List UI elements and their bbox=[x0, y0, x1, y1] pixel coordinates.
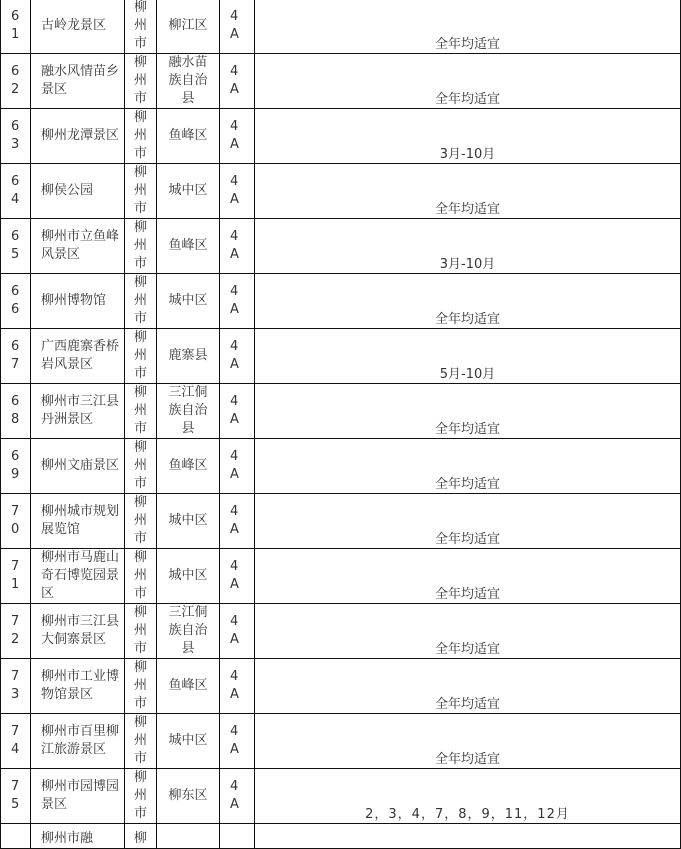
attraction-level-cell bbox=[220, 439, 255, 494]
district-name-cell bbox=[157, 274, 220, 329]
attraction-name-cell bbox=[31, 109, 125, 164]
best-season: 全年均适宜 bbox=[434, 422, 500, 437]
partial-cell bbox=[31, 824, 125, 849]
district-name: 城中区 bbox=[168, 513, 208, 528]
best-season-cell bbox=[255, 219, 681, 274]
row-number: 69 bbox=[11, 449, 22, 482]
district-name-cell bbox=[157, 494, 220, 549]
attraction-name: 柳州市立鱼峰风景区 bbox=[41, 229, 120, 262]
best-season-cell bbox=[255, 769, 681, 824]
city-name: 柳州市 bbox=[133, 165, 147, 216]
district-name: 城中区 bbox=[168, 293, 208, 308]
city-name: 柳州市 bbox=[133, 550, 147, 601]
attraction-level: 4A bbox=[230, 229, 239, 262]
row-number-cell bbox=[1, 164, 31, 219]
attraction-level-cell bbox=[220, 219, 255, 274]
attraction-level-cell bbox=[220, 109, 255, 164]
district-name: 三江侗族自治县 bbox=[168, 385, 208, 436]
row-number-cell bbox=[1, 494, 31, 549]
attraction-level-cell bbox=[220, 604, 255, 659]
best-season-cell bbox=[255, 494, 681, 549]
best-season: 3月-10月 bbox=[439, 257, 496, 272]
district-name: 柳江区 bbox=[168, 18, 208, 33]
row-number-cell bbox=[1, 219, 31, 274]
attraction-level-cell bbox=[220, 329, 255, 384]
row-number-cell bbox=[1, 329, 31, 384]
city-name-cell bbox=[125, 274, 157, 329]
attraction-level: 4A bbox=[230, 174, 239, 207]
row-number-cell bbox=[1, 714, 31, 769]
attraction-name-cell bbox=[31, 714, 125, 769]
attraction-level-cell bbox=[220, 714, 255, 769]
city-name-cell bbox=[125, 219, 157, 274]
attraction-level: 4A bbox=[230, 614, 239, 647]
attraction-level: 4A bbox=[230, 284, 239, 317]
table-row bbox=[1, 549, 681, 604]
district-name: 柳东区 bbox=[168, 788, 208, 803]
city-name: 柳州市 bbox=[133, 495, 147, 546]
city-name-cell bbox=[125, 604, 157, 659]
row-number: 65 bbox=[11, 229, 22, 262]
attraction-name-cell bbox=[31, 384, 125, 439]
row-number: 72 bbox=[11, 614, 22, 647]
city-name: 柳州市 bbox=[133, 110, 147, 161]
city-name-cell bbox=[125, 164, 157, 219]
city-name: 柳州市 bbox=[133, 0, 147, 51]
attraction-level-cell bbox=[220, 494, 255, 549]
best-season: 2，3，4，7，8，9，11，12月 bbox=[365, 807, 570, 822]
city-name-cell bbox=[125, 329, 157, 384]
district-name-cell bbox=[157, 714, 220, 769]
best-season: 5月-10月 bbox=[439, 367, 496, 382]
best-season: 全年均适宜 bbox=[434, 697, 500, 712]
attraction-name: 柳州博物馆 bbox=[41, 293, 107, 308]
table-row bbox=[1, 219, 681, 274]
best-season: 全年均适宜 bbox=[434, 37, 500, 52]
row-number: 62 bbox=[11, 64, 22, 97]
city-name-cell bbox=[125, 109, 157, 164]
partial-text: 柳州市融 bbox=[41, 831, 94, 846]
best-season-cell bbox=[255, 384, 681, 439]
district-name: 鹿寨县 bbox=[168, 348, 208, 363]
table-row bbox=[1, 384, 681, 439]
city-name: 柳州市 bbox=[133, 605, 147, 656]
district-name: 城中区 bbox=[168, 733, 208, 748]
city-name-cell bbox=[125, 659, 157, 714]
city-name: 柳州市 bbox=[133, 385, 147, 436]
attraction-level-cell bbox=[220, 384, 255, 439]
attraction-name: 古岭龙景区 bbox=[41, 18, 107, 33]
attraction-level-cell bbox=[220, 769, 255, 824]
row-number: 64 bbox=[11, 174, 22, 207]
row-number: 75 bbox=[11, 779, 22, 812]
row-number-cell bbox=[1, 549, 31, 604]
city-name: 柳州市 bbox=[133, 55, 147, 106]
best-season: 全年均适宜 bbox=[434, 477, 500, 492]
attraction-level: 4A bbox=[230, 394, 239, 427]
district-name: 城中区 bbox=[168, 568, 208, 583]
city-name: 柳州市 bbox=[133, 660, 147, 711]
attraction-name: 柳州市百里柳江旅游景区 bbox=[41, 724, 120, 757]
city-name: 柳州市 bbox=[133, 275, 147, 326]
attraction-level-cell bbox=[220, 164, 255, 219]
attraction-name-cell bbox=[31, 219, 125, 274]
district-name-cell bbox=[157, 769, 220, 824]
attraction-level-cell bbox=[220, 659, 255, 714]
table-row bbox=[1, 494, 681, 549]
row-number-cell bbox=[1, 274, 31, 329]
attraction-level: 4A bbox=[230, 724, 239, 757]
city-name-cell bbox=[125, 769, 157, 824]
city-name: 柳州市 bbox=[133, 715, 147, 766]
city-name-cell bbox=[125, 0, 157, 54]
attraction-level-cell bbox=[220, 274, 255, 329]
district-name-cell bbox=[157, 659, 220, 714]
attraction-name-cell bbox=[31, 549, 125, 604]
district-name-cell bbox=[157, 329, 220, 384]
attraction-name-cell bbox=[31, 329, 125, 384]
table-row bbox=[1, 714, 681, 769]
best-season-cell bbox=[255, 164, 681, 219]
attraction-name: 柳州城市规划展览馆 bbox=[41, 504, 120, 537]
row-number: 67 bbox=[11, 339, 22, 372]
table-row bbox=[1, 109, 681, 164]
attraction-name: 融水风情苗乡景区 bbox=[41, 64, 120, 97]
best-season: 全年均适宜 bbox=[434, 642, 500, 657]
district-name-cell bbox=[157, 219, 220, 274]
best-season: 3月-10月 bbox=[439, 147, 496, 162]
attraction-name: 柳州龙潭景区 bbox=[41, 128, 120, 143]
partial-text: 柳 bbox=[133, 831, 147, 846]
row-number-cell bbox=[1, 109, 31, 164]
attraction-name: 广西鹿寨香桥岩风景区 bbox=[41, 339, 120, 372]
best-season-cell bbox=[255, 274, 681, 329]
row-number: 68 bbox=[11, 394, 22, 427]
city-name-cell bbox=[125, 714, 157, 769]
row-number: 70 bbox=[11, 504, 22, 537]
best-season-cell bbox=[255, 109, 681, 164]
district-name: 城中区 bbox=[168, 183, 208, 198]
district-name: 鱼峰区 bbox=[168, 128, 208, 143]
row-number: 61 bbox=[11, 9, 22, 42]
district-name-cell bbox=[157, 604, 220, 659]
table-row bbox=[1, 274, 681, 329]
row-number: 63 bbox=[11, 119, 22, 152]
district-name: 鱼峰区 bbox=[168, 678, 208, 693]
attraction-name: 柳州市三江县大侗寨景区 bbox=[41, 614, 120, 647]
attraction-level-cell bbox=[220, 0, 255, 54]
best-season: 全年均适宜 bbox=[434, 202, 500, 217]
table-row bbox=[1, 769, 681, 824]
attraction-level: 4A bbox=[230, 669, 239, 702]
partial-cell bbox=[255, 824, 681, 849]
attraction-name: 柳侯公园 bbox=[41, 183, 94, 198]
row-number-cell bbox=[1, 659, 31, 714]
attraction-name-cell bbox=[31, 494, 125, 549]
attraction-level-cell bbox=[220, 54, 255, 109]
partial-cell bbox=[125, 824, 157, 849]
city-name-cell bbox=[125, 439, 157, 494]
partial-cell bbox=[220, 824, 255, 849]
best-season: 全年均适宜 bbox=[434, 532, 500, 547]
best-season-cell bbox=[255, 604, 681, 659]
city-name-cell bbox=[125, 384, 157, 439]
table-row bbox=[1, 604, 681, 659]
district-name-cell bbox=[157, 109, 220, 164]
attraction-level: 4A bbox=[230, 339, 239, 372]
district-name-cell bbox=[157, 439, 220, 494]
best-season: 全年均适宜 bbox=[434, 587, 500, 602]
best-season-cell bbox=[255, 0, 681, 54]
attraction-name: 柳州文庙景区 bbox=[41, 458, 120, 473]
attraction-name-cell bbox=[31, 164, 125, 219]
attraction-name-cell bbox=[31, 604, 125, 659]
table-row bbox=[1, 54, 681, 109]
attraction-level: 4A bbox=[230, 504, 239, 537]
best-season-cell bbox=[255, 659, 681, 714]
partial-cell bbox=[157, 824, 220, 849]
district-name-cell bbox=[157, 0, 220, 54]
attraction-name-cell bbox=[31, 0, 125, 54]
table-row bbox=[1, 164, 681, 219]
row-number-cell bbox=[1, 769, 31, 824]
attraction-name-cell bbox=[31, 769, 125, 824]
attraction-level-cell bbox=[220, 549, 255, 604]
attraction-level: 4A bbox=[230, 559, 239, 592]
table-row-partial bbox=[1, 824, 681, 849]
district-name-cell bbox=[157, 54, 220, 109]
city-name-cell bbox=[125, 54, 157, 109]
best-season-cell bbox=[255, 714, 681, 769]
city-name: 柳州市 bbox=[133, 770, 147, 821]
city-name: 柳州市 bbox=[133, 220, 147, 271]
attraction-name: 柳州市园博园景区 bbox=[41, 779, 120, 812]
city-name-cell bbox=[125, 494, 157, 549]
table-row bbox=[1, 439, 681, 494]
district-name: 三江侗族自治县 bbox=[168, 605, 208, 656]
district-name-cell bbox=[157, 164, 220, 219]
attraction-level: 4A bbox=[230, 449, 239, 482]
city-name: 柳州市 bbox=[133, 330, 147, 381]
attraction-name: 柳州市三江县丹洲景区 bbox=[41, 394, 120, 427]
district-name-cell bbox=[157, 384, 220, 439]
attraction-name: 柳州市工业博物馆景区 bbox=[41, 669, 120, 702]
best-season: 全年均适宜 bbox=[434, 92, 500, 107]
best-season-cell bbox=[255, 54, 681, 109]
best-season: 全年均适宜 bbox=[434, 752, 500, 767]
best-season-cell bbox=[255, 439, 681, 494]
best-season: 全年均适宜 bbox=[434, 312, 500, 327]
row-number: 71 bbox=[11, 559, 22, 592]
district-name: 融水苗族自治县 bbox=[168, 55, 208, 106]
table-row bbox=[1, 329, 681, 384]
attraction-level: 4A bbox=[230, 9, 239, 42]
row-number: 66 bbox=[11, 284, 22, 317]
attraction-level: 4A bbox=[230, 119, 239, 152]
row-number-cell bbox=[1, 384, 31, 439]
partial-cell bbox=[1, 824, 31, 849]
best-season-cell bbox=[255, 549, 681, 604]
row-number-cell bbox=[1, 604, 31, 659]
attraction-name-cell bbox=[31, 659, 125, 714]
table-row bbox=[1, 659, 681, 714]
attractions-table-body bbox=[1, 0, 681, 849]
district-name-cell bbox=[157, 549, 220, 604]
row-number-cell bbox=[1, 439, 31, 494]
attraction-name-cell bbox=[31, 274, 125, 329]
row-number: 73 bbox=[11, 669, 22, 702]
attraction-level: 4A bbox=[230, 779, 239, 812]
row-number: 74 bbox=[11, 724, 22, 757]
row-number-cell bbox=[1, 54, 31, 109]
attraction-level: 4A bbox=[230, 64, 239, 97]
city-name: 柳州市 bbox=[133, 440, 147, 491]
district-name: 鱼峰区 bbox=[168, 238, 208, 253]
attraction-name-cell bbox=[31, 54, 125, 109]
district-name: 鱼峰区 bbox=[168, 458, 208, 473]
row-number-cell bbox=[1, 0, 31, 54]
attraction-name: 柳州市马鹿山奇石博览园景区 bbox=[41, 550, 120, 601]
attraction-name-cell bbox=[31, 439, 125, 494]
city-name-cell bbox=[125, 549, 157, 604]
table-row bbox=[1, 0, 681, 54]
best-season-cell bbox=[255, 329, 681, 384]
